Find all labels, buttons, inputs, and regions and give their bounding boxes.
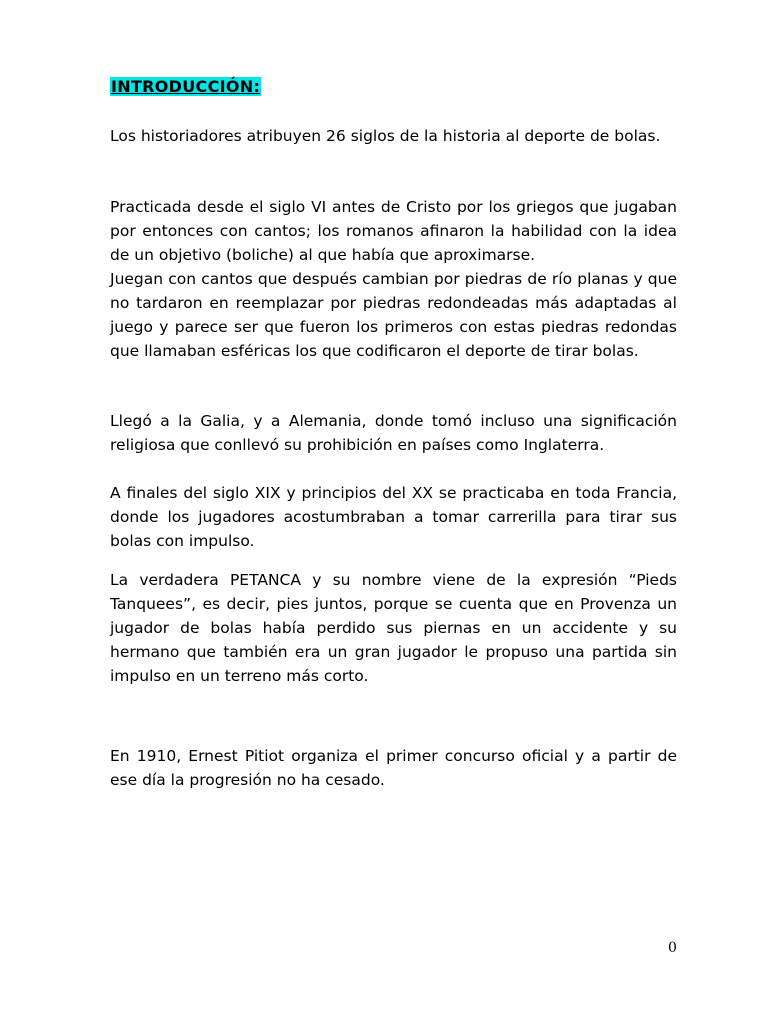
page-number: 0 — [668, 940, 677, 956]
paragraph-4: Llegó a la Galia, y a Alemania, donde tomó incluso una significación religiosa que conllevó su prohibición en países como Inglaterra. — [110, 412, 677, 454]
heading-text: INTRODUCCIÓN: — [111, 77, 261, 96]
section-heading — [110, 76, 261, 98]
paragraph-2: Practicada desde el siglo VI antes de Cristo por los griegos que jugaban por entonces con cantos; los romanos afinaron la habilidad con la idea de un objetivo (boliche) al que había que aproximarse. — [110, 198, 677, 264]
paragraph-6: La verdadera PETANCA y su nombre viene de la expresión “Pieds Tanquees”, es decir, pies juntos, porque se cuenta que en Provenza un jugador de bolas había perdido sus piernas en un accidente y su hermano que también era un gran jugador le propuso una partida sin impulso en un terreno más corto. — [110, 571, 677, 685]
paragraph-7: En 1910, Ernest Pitiot organiza el primer concurso oficial y a partir de ese día la progresión no ha cesado. — [110, 747, 677, 789]
paragraph-3: Juegan con cantos que después cambian por piedras de río planas y que no tardaron en reemplazar por piedras redondeadas más adaptadas al juego y parece ser que fueron los primeros con estas piedras redondas que llamaban esféricas los que codificaron el deporte de tirar bolas. — [110, 270, 677, 360]
paragraph-5: A finales del siglo XIX y principios del XX se practicaba en toda Francia, donde los jugadores acostumbraban a tomar carrerilla para tirar sus bolas con impulso. — [110, 484, 677, 550]
paragraph-1: Los historiadores atribuyen 26 siglos de la historia al deporte de bolas. — [110, 127, 661, 145]
